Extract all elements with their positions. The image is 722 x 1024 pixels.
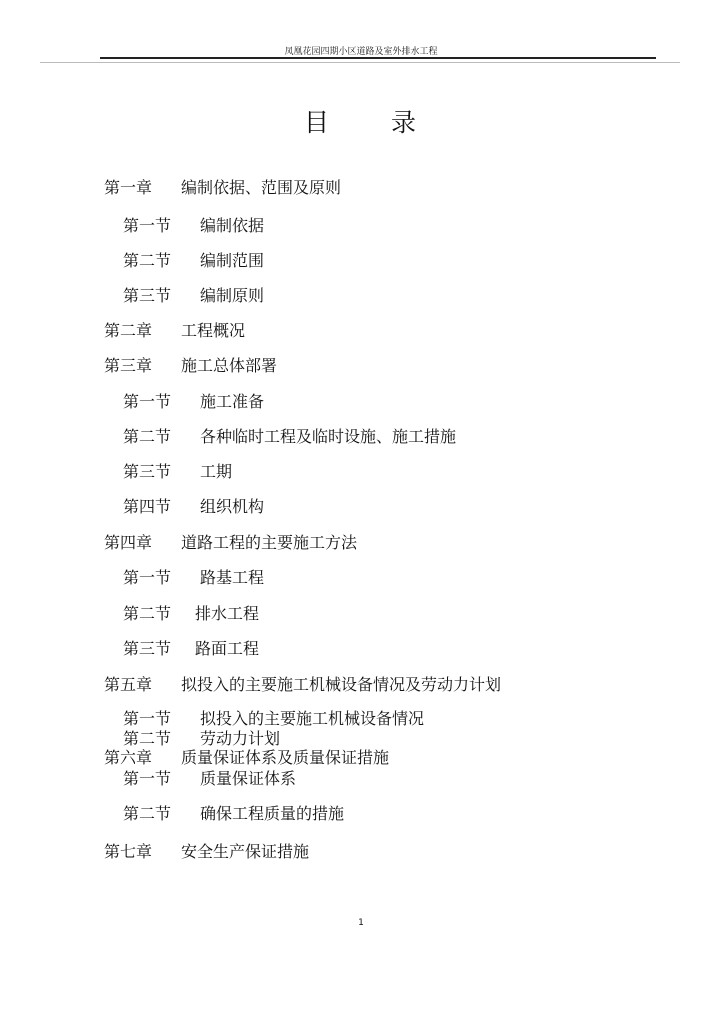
toc-text: 质量保证体系: [200, 769, 297, 788]
toc-chapter-1[interactable]: [104, 178, 342, 198]
toc-number: 第一节: [123, 216, 172, 235]
toc-number: 第七章: [104, 842, 153, 861]
toc-number: 第一章: [104, 178, 153, 197]
toc-section-6-1[interactable]: [123, 769, 297, 789]
toc-number: 第三节: [123, 462, 172, 481]
toc-section-4-2[interactable]: [123, 604, 260, 624]
toc-text: 工程概况: [181, 321, 246, 340]
toc-text: 质量保证体系及质量保证措施: [181, 748, 390, 767]
toc-number: 第一节: [123, 392, 172, 411]
toc-text: 组织机构: [200, 497, 265, 516]
toc-section-4-1[interactable]: [123, 568, 265, 588]
toc-number: 第二节: [123, 427, 172, 446]
toc-section-3-4[interactable]: [123, 497, 265, 517]
toc-section-1-3[interactable]: [123, 286, 265, 306]
toc-number: 第六章: [104, 748, 153, 767]
header-rule-thin: [40, 62, 680, 63]
page-number: 1: [358, 918, 364, 928]
toc-text: 劳动力计划: [200, 729, 281, 748]
toc-number: 第一节: [123, 769, 172, 788]
toc-chapter-7[interactable]: [104, 842, 310, 862]
toc-chapter-6[interactable]: [104, 748, 390, 768]
toc-text: 编制依据、范围及原则: [181, 178, 342, 197]
toc-text: 拟投入的主要施工机械设备情况: [200, 709, 425, 728]
toc-text: 各种临时工程及临时设施、施工措施: [200, 427, 457, 446]
toc-text: 编制范围: [200, 251, 265, 270]
toc-number: 第三章: [104, 356, 153, 375]
toc-text: 路面工程: [195, 639, 260, 658]
toc-text: 排水工程: [195, 604, 260, 623]
toc-text: 施工准备: [200, 392, 265, 411]
toc-number: 第二节: [123, 604, 172, 623]
toc-number: 第二节: [123, 251, 172, 270]
toc-number: 第二章: [104, 321, 153, 340]
toc-section-3-1[interactable]: [123, 392, 265, 412]
running-header: 凤凰花园四期小区道路及室外排水工程: [284, 47, 438, 57]
toc-number: 第二节: [123, 729, 172, 748]
toc-title: [0, 103, 722, 139]
toc-number: 第四节: [123, 497, 172, 516]
toc-number: 第一节: [123, 709, 172, 728]
toc-section-1-1[interactable]: [123, 216, 265, 236]
toc-text: 路基工程: [200, 568, 265, 587]
toc-section-1-2[interactable]: [123, 251, 265, 271]
toc-text: 拟投入的主要施工机械设备情况及劳动力计划: [181, 675, 502, 694]
toc-number: 第三节: [123, 286, 172, 305]
toc-title-char-1: 目: [303, 108, 331, 137]
toc-chapter-3[interactable]: [104, 356, 278, 376]
toc-section-6-2[interactable]: [123, 804, 345, 824]
toc-text: 工期: [200, 462, 233, 481]
toc-number: 第三节: [123, 639, 172, 658]
toc-section-3-3[interactable]: [123, 462, 233, 482]
toc-number: 第二节: [123, 804, 172, 823]
toc-text: 编制原则: [200, 286, 265, 305]
toc-text: 安全生产保证措施: [181, 842, 310, 861]
toc-section-5-1[interactable]: [123, 709, 425, 729]
toc-text: 编制依据: [200, 216, 265, 235]
toc-section-4-3[interactable]: [123, 639, 260, 659]
header-rule-thick: [100, 57, 656, 59]
toc-text: 施工总体部署: [181, 356, 278, 375]
toc-section-3-2[interactable]: [123, 427, 457, 447]
toc-text: 确保工程质量的措施: [200, 804, 345, 823]
toc-number: 第一节: [123, 568, 172, 587]
toc-title-char-2: 录: [391, 108, 419, 137]
toc-chapter-2[interactable]: [104, 321, 246, 341]
toc-chapter-4[interactable]: [104, 533, 358, 553]
toc-number: 第五章: [104, 675, 153, 694]
toc-text: 道路工程的主要施工方法: [181, 533, 358, 552]
toc-section-5-2[interactable]: [123, 729, 281, 749]
toc-number: 第四章: [104, 533, 153, 552]
toc-chapter-5[interactable]: [104, 675, 502, 695]
